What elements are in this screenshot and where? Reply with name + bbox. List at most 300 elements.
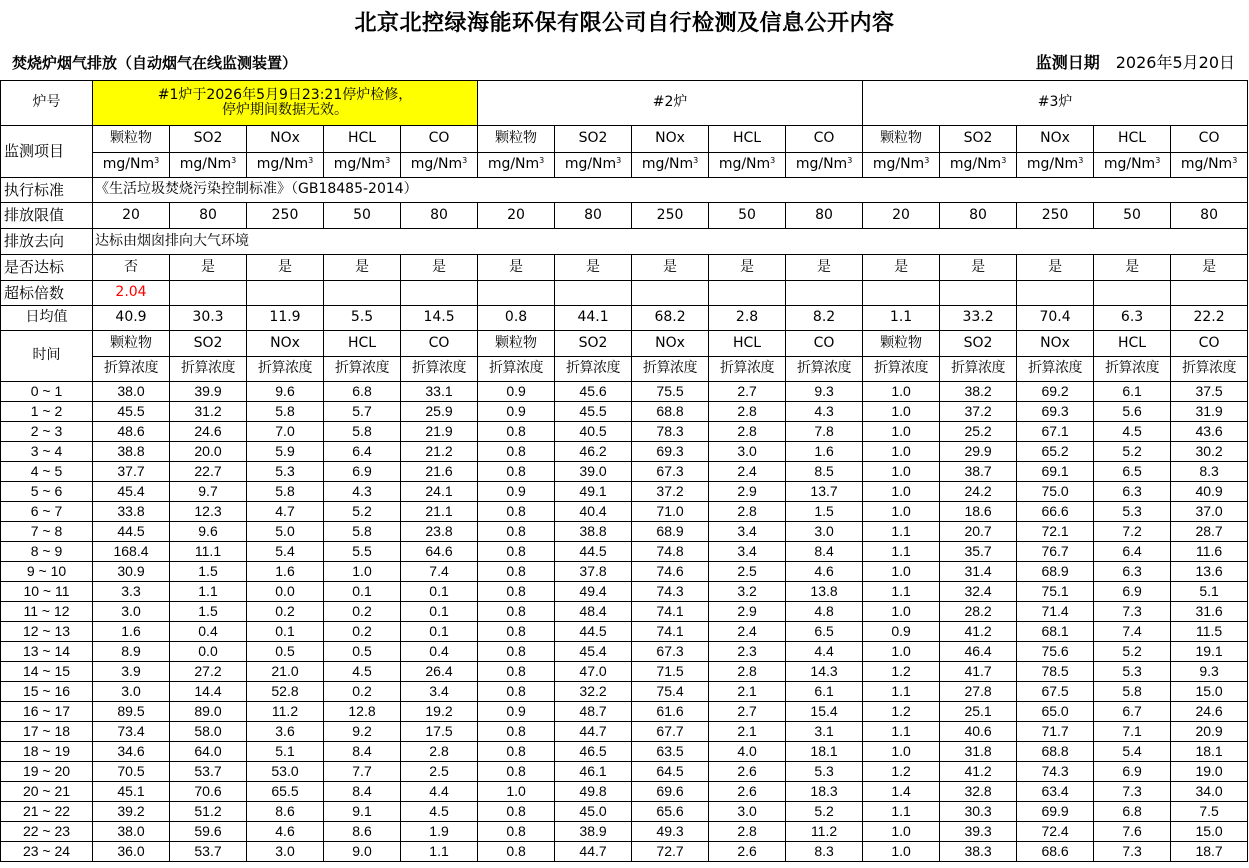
hour-value: 75.0	[1017, 482, 1094, 502]
hour-value: 31.9	[1171, 402, 1248, 422]
unit-cell	[401, 153, 478, 178]
time-pollutant-name: NOx	[1017, 331, 1094, 357]
hour-value: 32.8	[940, 782, 1017, 802]
hour-value: 45.5	[555, 402, 632, 422]
conv-label: 折算浓度	[170, 357, 247, 382]
hour-value: 3.4	[401, 682, 478, 702]
hour-value: 12.8	[324, 702, 401, 722]
hour-value: 13.8	[786, 582, 863, 602]
hour-value: 0.4	[401, 642, 478, 662]
unit-cell	[247, 153, 324, 178]
hour-value: 89.5	[93, 702, 170, 722]
hour-value: 1.0	[863, 602, 940, 622]
hour-value: 4.4	[401, 782, 478, 802]
hour-value: 1.0	[863, 822, 940, 842]
hour-value: 5.2	[1094, 642, 1171, 662]
hour-label: 19 ~ 20	[1, 762, 93, 782]
conv-label: 折算浓度	[247, 357, 324, 382]
hour-row	[1, 822, 1248, 842]
hour-label: 6 ~ 7	[1, 502, 93, 522]
hour-value: 0.8	[478, 502, 555, 522]
hour-value: 2.4	[709, 462, 786, 482]
hour-value: 7.6	[1094, 822, 1171, 842]
daily-value: 14.5	[401, 306, 478, 331]
time-pollutant-name: SO2	[170, 331, 247, 357]
hour-label: 10 ~ 11	[1, 582, 93, 602]
hour-value: 9.0	[324, 842, 401, 862]
hour-value: 0.4	[170, 622, 247, 642]
compliant-value: 是	[247, 255, 324, 281]
hour-value: 1.0	[863, 842, 940, 862]
unit-cell	[324, 153, 401, 178]
hour-value: 4.4	[786, 642, 863, 662]
hour-value: 1.0	[478, 782, 555, 802]
hour-value: 5.8	[324, 422, 401, 442]
hour-value: 89.0	[170, 702, 247, 722]
exceed-value	[478, 281, 555, 306]
hour-value: 15.4	[786, 702, 863, 722]
exceed-value	[170, 281, 247, 306]
pollutant-name: NOx	[247, 126, 324, 153]
hour-value: 1.0	[863, 742, 940, 762]
hour-value: 6.1	[786, 682, 863, 702]
hour-value: 44.5	[93, 522, 170, 542]
direction-row	[1, 229, 1248, 255]
hour-value: 51.2	[170, 802, 247, 822]
daily-value: 68.2	[632, 306, 709, 331]
hour-value: 18.6	[940, 502, 1017, 522]
unit-superscript: 3	[1078, 156, 1084, 166]
hour-value: 38.7	[940, 462, 1017, 482]
hour-value: 0.2	[324, 602, 401, 622]
pollutant-name: CO	[1171, 126, 1248, 153]
hour-value: 2.7	[709, 702, 786, 722]
furnace2-label: #2炉	[478, 81, 863, 126]
exceed-value	[786, 281, 863, 306]
hour-value: 44.5	[555, 622, 632, 642]
monitoring-date-value: 2026年5月20日	[1115, 53, 1235, 72]
compliant-value: 否	[93, 255, 170, 281]
hour-value: 8.6	[247, 802, 324, 822]
unit-text: mg/Nm	[564, 156, 617, 173]
standard-row	[1, 178, 1248, 203]
hour-value: 34.0	[1171, 782, 1248, 802]
hour-value: 0.8	[478, 642, 555, 662]
unit-text: mg/Nm	[179, 156, 232, 173]
hour-row	[1, 602, 1248, 622]
hour-value: 69.6	[632, 782, 709, 802]
conv-header-row	[1, 357, 1248, 382]
hour-value: 25.1	[940, 702, 1017, 722]
hour-label: 13 ~ 14	[1, 642, 93, 662]
hour-value: 5.1	[1171, 582, 1248, 602]
hour-value: 18.1	[786, 742, 863, 762]
hour-value: 21.1	[401, 502, 478, 522]
hour-label: 7 ~ 8	[1, 522, 93, 542]
unit-text: mg/Nm	[1026, 156, 1079, 173]
hour-value: 1.1	[863, 582, 940, 602]
hour-value: 75.6	[1017, 642, 1094, 662]
time-pollutant-name: CO	[1171, 331, 1248, 357]
hour-row	[1, 762, 1248, 782]
hour-value: 2.8	[709, 422, 786, 442]
hour-value: 5.6	[1094, 402, 1171, 422]
hour-value: 6.1	[1094, 382, 1171, 402]
hour-value: 65.5	[247, 782, 324, 802]
hour-value: 58.0	[170, 722, 247, 742]
hour-value: 74.8	[632, 542, 709, 562]
hour-value: 53.7	[170, 842, 247, 862]
hour-value: 2.1	[709, 722, 786, 742]
hour-label: 16 ~ 17	[1, 702, 93, 722]
hour-value: 7.3	[1094, 842, 1171, 862]
hour-value: 4.5	[1094, 422, 1171, 442]
exceed-value	[1017, 281, 1094, 306]
hour-value: 11.5	[1171, 622, 1248, 642]
unit-superscript: 3	[770, 156, 776, 166]
hour-value: 4.8	[786, 602, 863, 622]
hour-value: 4.0	[709, 742, 786, 762]
hour-value: 1.0	[863, 382, 940, 402]
hour-value: 63.4	[1017, 782, 1094, 802]
hour-value: 37.0	[1171, 502, 1248, 522]
hour-value: 21.2	[401, 442, 478, 462]
hour-value: 49.4	[555, 582, 632, 602]
hour-value: 68.9	[632, 522, 709, 542]
hour-value: 68.6	[1017, 842, 1094, 862]
hour-value: 0.9	[478, 402, 555, 422]
hour-value: 66.6	[1017, 502, 1094, 522]
hour-value: 1.1	[863, 722, 940, 742]
unit-row	[1, 153, 1248, 178]
hour-value: 31.6	[1171, 602, 1248, 622]
hour-label: 8 ~ 9	[1, 542, 93, 562]
hour-value: 5.4	[247, 542, 324, 562]
conv-label: 折算浓度	[940, 357, 1017, 382]
hour-value: 65.2	[1017, 442, 1094, 462]
hour-value: 74.3	[1017, 762, 1094, 782]
exceed-label: 超标倍数	[1, 281, 93, 306]
hour-value: 41.2	[940, 622, 1017, 642]
hour-row	[1, 702, 1248, 722]
hour-value: 6.9	[1094, 762, 1171, 782]
hour-value: 67.5	[1017, 682, 1094, 702]
hour-value: 72.4	[1017, 822, 1094, 842]
hour-value: 2.8	[709, 402, 786, 422]
unit-cell	[1094, 153, 1171, 178]
unit-cell	[478, 153, 555, 178]
hour-row	[1, 842, 1248, 862]
hour-value: 1.0	[863, 562, 940, 582]
hour-value: 0.1	[324, 582, 401, 602]
hour-value: 31.2	[170, 402, 247, 422]
hour-value: 14.3	[786, 662, 863, 682]
hour-value: 9.2	[324, 722, 401, 742]
hour-value: 1.0	[324, 562, 401, 582]
unit-superscript: 3	[462, 156, 468, 166]
standard-label: 执行标准	[1, 178, 93, 203]
unit-cell	[709, 153, 786, 178]
hour-value: 68.8	[632, 402, 709, 422]
hour-value: 1.0	[863, 462, 940, 482]
hour-value: 5.8	[1094, 682, 1171, 702]
unit-superscript: 3	[1155, 156, 1161, 166]
hour-value: 7.5	[1171, 802, 1248, 822]
pollutant-name: NOx	[632, 126, 709, 153]
limit-value: 80	[401, 203, 478, 229]
hour-value: 0.8	[478, 662, 555, 682]
hour-value: 2.8	[401, 742, 478, 762]
hour-value: 4.6	[247, 822, 324, 842]
hour-value: 6.7	[1094, 702, 1171, 722]
hour-value: 9.1	[324, 802, 401, 822]
hour-value: 28.2	[940, 602, 1017, 622]
hour-value: 69.3	[1017, 402, 1094, 422]
compliant-value: 是	[555, 255, 632, 281]
hour-value: 12.3	[170, 502, 247, 522]
conv-label: 折算浓度	[93, 357, 170, 382]
compliant-value: 是	[863, 255, 940, 281]
hour-value: 65.0	[1017, 702, 1094, 722]
hour-value: 2.1	[709, 682, 786, 702]
time-pollutant-name: 颗粒物	[863, 331, 940, 357]
hour-label: 18 ~ 19	[1, 742, 93, 762]
hour-value: 5.3	[1094, 502, 1171, 522]
hour-value: 67.3	[632, 642, 709, 662]
hour-value: 64.6	[401, 542, 478, 562]
hour-value: 0.8	[478, 722, 555, 742]
exceed-value	[709, 281, 786, 306]
hour-value: 46.5	[555, 742, 632, 762]
hour-value: 21.6	[401, 462, 478, 482]
hour-value: 8.3	[1171, 462, 1248, 482]
pollutant-name: SO2	[555, 126, 632, 153]
hour-row	[1, 542, 1248, 562]
hour-value: 37.5	[1171, 382, 1248, 402]
unit-text: mg/Nm	[256, 156, 309, 173]
hour-value: 68.1	[1017, 622, 1094, 642]
hour-value: 5.2	[324, 502, 401, 522]
hour-value: 5.4	[1094, 742, 1171, 762]
conv-label: 折算浓度	[555, 357, 632, 382]
unit-superscript: 3	[1232, 156, 1238, 166]
hour-value: 4.6	[786, 562, 863, 582]
hour-row	[1, 382, 1248, 402]
hour-value: 1.1	[863, 522, 940, 542]
limit-value: 80	[170, 203, 247, 229]
hour-row	[1, 742, 1248, 762]
hour-value: 1.5	[170, 602, 247, 622]
limit-value: 20	[93, 203, 170, 229]
compliant-value: 是	[401, 255, 478, 281]
hour-value: 37.7	[93, 462, 170, 482]
hour-value: 38.9	[555, 822, 632, 842]
hour-value: 70.5	[93, 762, 170, 782]
hour-value: 72.1	[1017, 522, 1094, 542]
hour-value: 2.5	[401, 762, 478, 782]
hour-value: 7.7	[324, 762, 401, 782]
compliant-value: 是	[709, 255, 786, 281]
hour-value: 78.3	[632, 422, 709, 442]
hour-value: 71.0	[632, 502, 709, 522]
unit-superscript: 3	[539, 156, 545, 166]
hour-value: 46.1	[555, 762, 632, 782]
hour-row	[1, 442, 1248, 462]
hour-value: 20.0	[170, 442, 247, 462]
hour-row	[1, 522, 1248, 542]
hour-value: 38.8	[555, 522, 632, 542]
hour-value: 0.2	[247, 602, 324, 622]
hour-value: 11.2	[786, 822, 863, 842]
monitoring-date	[1036, 50, 1235, 73]
hour-value: 0.1	[401, 582, 478, 602]
conv-label: 折算浓度	[401, 357, 478, 382]
hour-label: 2 ~ 3	[1, 422, 93, 442]
conv-label: 折算浓度	[786, 357, 863, 382]
compliant-value: 是	[1171, 255, 1248, 281]
hour-value: 21.9	[401, 422, 478, 442]
hour-value: 41.2	[940, 762, 1017, 782]
pollutant-name: CO	[401, 126, 478, 153]
hour-value: 5.9	[247, 442, 324, 462]
pollutant-row	[1, 126, 1248, 153]
hour-value: 39.0	[555, 462, 632, 482]
hour-value: 45.4	[555, 642, 632, 662]
hour-value: 27.8	[940, 682, 1017, 702]
hour-value: 74.1	[632, 622, 709, 642]
daily-value: 6.3	[1094, 306, 1171, 331]
hour-value: 69.3	[632, 442, 709, 462]
hour-value: 45.6	[555, 382, 632, 402]
time-pollutant-name: HCL	[324, 331, 401, 357]
hour-value: 32.2	[555, 682, 632, 702]
hour-value: 0.9	[478, 382, 555, 402]
hour-value: 4.7	[247, 502, 324, 522]
unit-text: mg/Nm	[102, 156, 155, 173]
conv-label: 折算浓度	[1171, 357, 1248, 382]
limit-row	[1, 203, 1248, 229]
hour-value: 9.6	[170, 522, 247, 542]
hour-value: 0.8	[478, 602, 555, 622]
unit-text: mg/Nm	[1180, 156, 1233, 173]
hour-value: 36.0	[93, 842, 170, 862]
hour-value: 19.1	[1171, 642, 1248, 662]
daily-value: 22.2	[1171, 306, 1248, 331]
hour-value: 37.2	[940, 402, 1017, 422]
unit-cell	[1171, 153, 1248, 178]
hour-value: 14.4	[170, 682, 247, 702]
hour-value: 2.9	[709, 602, 786, 622]
limit-value: 250	[1017, 203, 1094, 229]
time-pollutant-name: NOx	[247, 331, 324, 357]
conv-label: 折算浓度	[863, 357, 940, 382]
hour-value: 0.1	[401, 622, 478, 642]
hour-label: 1 ~ 2	[1, 402, 93, 422]
hour-value: 75.1	[1017, 582, 1094, 602]
unit-text: mg/Nm	[1103, 156, 1156, 173]
hour-value: 61.6	[632, 702, 709, 722]
hour-value: 3.4	[709, 522, 786, 542]
hour-value: 11.2	[247, 702, 324, 722]
hour-value: 9.3	[786, 382, 863, 402]
hour-label: 12 ~ 13	[1, 622, 93, 642]
time-pollutant-name: NOx	[632, 331, 709, 357]
hour-value: 38.0	[93, 822, 170, 842]
hour-value: 52.8	[247, 682, 324, 702]
hour-value: 0.8	[478, 522, 555, 542]
hour-value: 20.9	[1171, 722, 1248, 742]
daily-value: 8.2	[786, 306, 863, 331]
hour-value: 68.8	[1017, 742, 1094, 762]
hour-value: 2.9	[709, 482, 786, 502]
hour-value: 22.7	[170, 462, 247, 482]
hour-value: 2.5	[709, 562, 786, 582]
unit-superscript: 3	[924, 156, 930, 166]
hour-value: 3.3	[93, 582, 170, 602]
hour-value: 59.6	[170, 822, 247, 842]
hour-label: 11 ~ 12	[1, 602, 93, 622]
hour-value: 6.3	[1094, 482, 1171, 502]
hour-value: 5.1	[247, 742, 324, 762]
hour-value: 68.9	[1017, 562, 1094, 582]
hour-value: 0.0	[170, 642, 247, 662]
unit-text: mg/Nm	[949, 156, 1002, 173]
furnace3-label: #3炉	[863, 81, 1248, 126]
hour-label: 14 ~ 15	[1, 662, 93, 682]
hour-value: 45.4	[93, 482, 170, 502]
hour-value: 20.7	[940, 522, 1017, 542]
hour-value: 1.1	[170, 582, 247, 602]
limit-value: 50	[1094, 203, 1171, 229]
daily-value: 0.8	[478, 306, 555, 331]
hour-value: 0.2	[324, 622, 401, 642]
hour-row	[1, 722, 1248, 742]
hour-value: 49.8	[555, 782, 632, 802]
exceed-value	[632, 281, 709, 306]
limit-label: 排放限值	[1, 203, 93, 229]
hour-value: 3.0	[93, 602, 170, 622]
conv-label: 折算浓度	[632, 357, 709, 382]
hour-value: 0.8	[478, 842, 555, 862]
standard-text: 《生活垃圾焚烧污染控制标准》（GB18485-2014）	[93, 178, 1248, 203]
hour-value: 25.9	[401, 402, 478, 422]
hour-value: 0.9	[478, 482, 555, 502]
hour-value: 65.6	[632, 802, 709, 822]
hour-label: 22 ~ 23	[1, 822, 93, 842]
hour-value: 0.8	[478, 762, 555, 782]
hour-value: 75.4	[632, 682, 709, 702]
hour-value: 6.8	[324, 382, 401, 402]
hour-value: 7.0	[247, 422, 324, 442]
hour-value: 15.0	[1171, 682, 1248, 702]
hour-value: 45.1	[93, 782, 170, 802]
compliant-value: 是	[940, 255, 1017, 281]
hour-value: 1.1	[863, 542, 940, 562]
exceed-value	[324, 281, 401, 306]
hour-value: 30.3	[940, 802, 1017, 822]
hour-value: 23.8	[401, 522, 478, 542]
hour-value: 44.5	[555, 542, 632, 562]
hour-label: 20 ~ 21	[1, 782, 93, 802]
hour-value: 40.5	[555, 422, 632, 442]
hour-value: 45.0	[555, 802, 632, 822]
pollutant-name: HCL	[324, 126, 401, 153]
hour-value: 21.0	[247, 662, 324, 682]
hour-value: 0.8	[478, 442, 555, 462]
unit-cell	[170, 153, 247, 178]
hour-value: 2.6	[709, 782, 786, 802]
hour-value: 0.8	[478, 582, 555, 602]
